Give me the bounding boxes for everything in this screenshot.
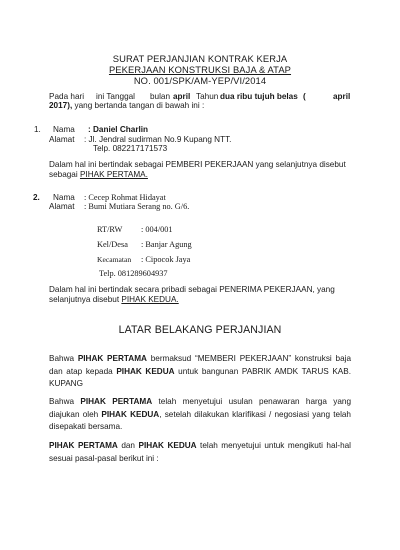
party2-kel-value: : Banjar Agung [141,240,192,249]
para2-text-c: telah menyetujui usulan penawaran harga yang diajukan oleh [49,397,351,419]
party1-note-line-1: Dalam hal ini bertindak sebagai PEMBERI PEKERJAAN yang selanjutnya disebut [49,160,346,169]
party2-note-line-1: Dalam hal ini bertindak secara pribadi sebagai PENERIMA PEKERJAAN, yang [49,285,335,294]
section-heading: LATAR BELAKANG PERJANJIAN [118,324,282,336]
background-paragraph-2 [49,396,351,434]
para1-text-a: Bahwa [49,354,78,363]
title-line-2: PEKERJAAN KONSTRUKSI BAJA & ATAP [108,64,292,75]
para3-party-second: PIHAK KEDUA [138,441,197,450]
intro-word-6: dua ribu tujuh belas [220,92,298,101]
party2-kel-label: Kel/Desa [97,240,128,249]
party2-designation: PIHAK KEDUA. [121,295,179,304]
intro-year: 2017), [49,101,73,110]
title-line-3: NO. 001/SPK/AM-YEP/VI/2014 [133,75,267,86]
intro-word-5: Tahun [196,92,219,101]
party2-number: 2. [33,193,40,202]
para1-party-first: PIHAK PERTAMA [77,354,147,363]
party1-name-value: : Daniel Charlin [88,125,149,134]
intro-word-3: bulan [150,92,171,101]
para1-text-e: untuk bangunan PABRIK AMDK TARUS KAB. KUPANG [49,366,351,389]
party1-note-line-2 [49,170,148,180]
title-line-1: SURAT PERJANJIAN KONTRAK KERJA [112,53,288,64]
intro-word-1: Pada hari [49,92,85,101]
para3-party-first: PIHAK PERTAMA [49,441,118,450]
para2-text-e: , setelah dilakukan klarifikasi / negosiasi yang telah disepakati bersama. [49,409,351,432]
party1-phone: Telp. 082217171573 [93,144,168,153]
party1-name-label: Nama [53,125,75,134]
party2-rtrw-value: : 004/001 [141,225,173,234]
intro-word-8: april [333,92,351,101]
party2-address-value: : Bumi Mutiara Serang no. G/6. [84,202,190,211]
background-paragraph-3 [49,440,351,465]
para3-text-d: telah menyetujui untuk mengikuti hal-hal sesuai pasal-pasal berikut ini : [49,441,351,463]
party1-designation: PIHAK PERTAMA. [79,170,148,179]
party2-kec-label: Kecamatan [97,255,132,264]
intro-rest: yang bertanda tangan di bawah ini : [72,101,205,110]
para2-party-first: PIHAK PERTAMA [80,397,153,406]
party1-address-value: : Jl. Jendral sudirman No.9 Kupang NTT. [84,135,232,144]
para2-party-second: PIHAK KEDUA [101,409,160,419]
para3-text-b: dan [117,441,139,450]
party2-note-prefix: selanjutnya disebut [49,295,122,304]
party2-address-label: Alamat [49,202,75,211]
party2-kec-value: : Cipocok Jaya [141,255,191,264]
intro-word-4: april [173,92,191,101]
party2-name-value: : Cecep Rohmat Hidayat [84,193,166,202]
background-paragraph-1 [49,353,351,391]
party2-name-label: Nama [53,193,75,202]
party1-address-label: Alamat [49,135,75,144]
intro-line-2 [49,101,204,111]
intro-word-2: ini Tanggal [96,92,135,101]
para1-party-second: PIHAK KEDUA [116,366,175,376]
para2-text-a: Bahwa [49,397,81,406]
intro-word-7: ( [303,92,306,101]
party2-phone: Telp. 081289604937 [99,269,168,278]
party2-rtrw-label: RT/RW [97,225,123,234]
party2-note-line-2 [49,295,179,305]
para1-text-c: bermaksud “MEMBERI PEKERJAAN” konstruksi baja dan atap kepada [49,354,351,376]
party1-note-prefix: sebagai [49,170,80,179]
party1-number: 1. [34,125,41,134]
